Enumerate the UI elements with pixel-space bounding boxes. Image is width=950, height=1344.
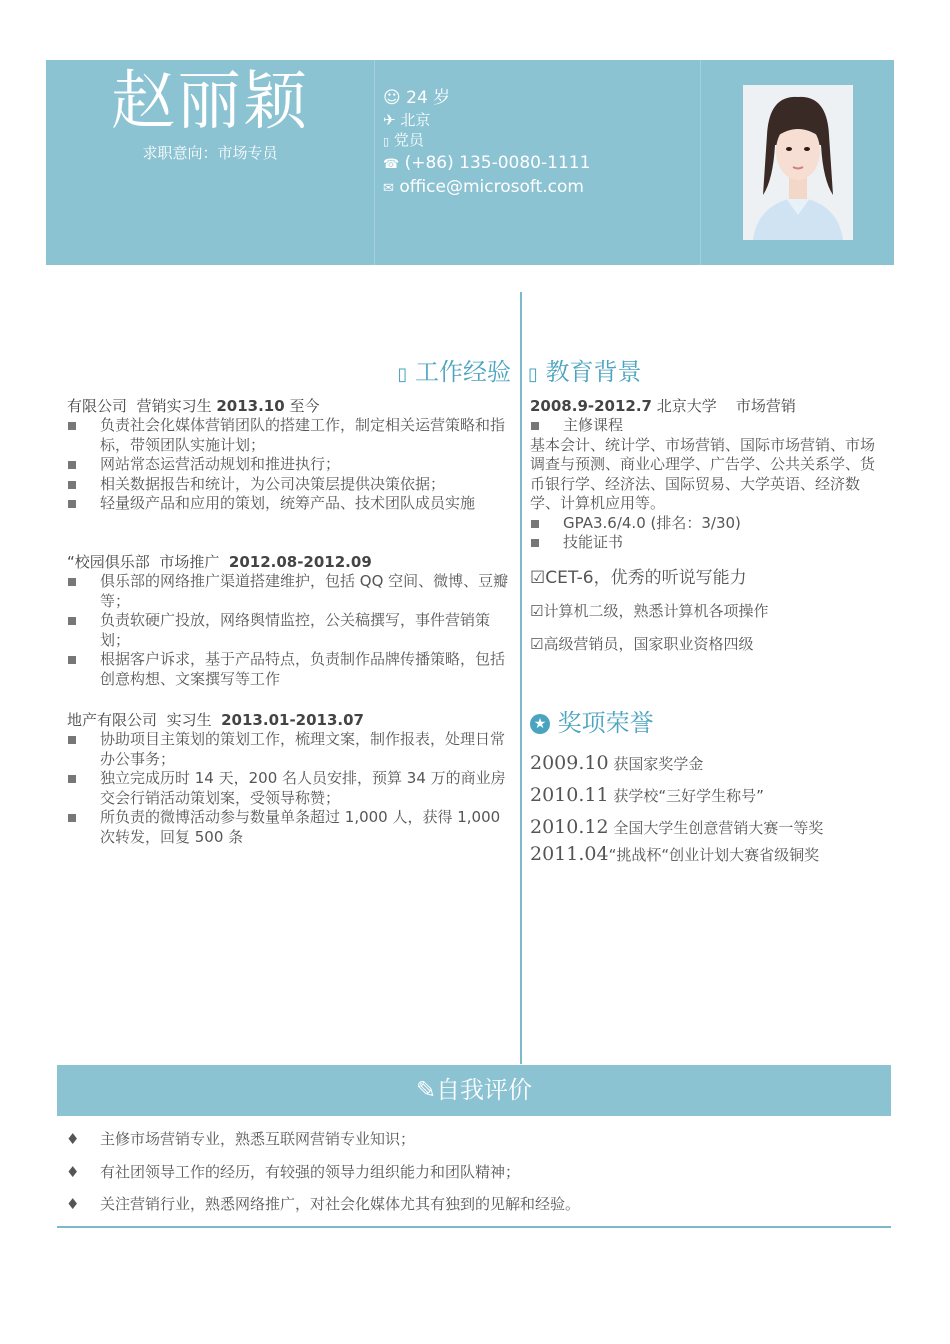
award-text: “挑战杯“创业计划大赛省级铜奖 bbox=[608, 846, 820, 864]
phone-icon: ☎ bbox=[383, 157, 400, 172]
awards-section-title bbox=[530, 703, 654, 738]
job-org: 地产有限公司 bbox=[67, 711, 158, 729]
list-item: 相关数据报告和统计，为公司决策层提供决策依据； bbox=[67, 475, 510, 495]
job-date-suffix: 至今 bbox=[289, 397, 320, 415]
list-item: 网站常态运营活动规划和推进执行； bbox=[67, 455, 510, 475]
award-date: 2010.11 bbox=[530, 784, 609, 806]
cert-item: ☑高级营销员，国家职业资格四级 bbox=[530, 634, 754, 653]
diamond-icon: ♦ bbox=[66, 1162, 80, 1181]
header-banner bbox=[46, 60, 894, 265]
education-section-title bbox=[528, 352, 642, 387]
award-item bbox=[530, 784, 764, 806]
flag-icon: ▯ bbox=[383, 135, 390, 148]
diamond-icon: ♦ bbox=[66, 1130, 80, 1148]
awards-title-text: 奖项荣誉 bbox=[557, 709, 654, 737]
job-org: 有限公司 bbox=[67, 397, 128, 415]
list-item: 独立完成历时 14 天，200 名人员安排，预算 34 万的商业房交会行销活动策划案，受领导称赞； bbox=[67, 769, 510, 808]
award-date: 2010.12 bbox=[530, 816, 609, 838]
age: 24 岁 bbox=[406, 88, 451, 108]
edu-major: 市场营销 bbox=[735, 397, 796, 415]
list-item: 负责软硬广投放，网络舆情监控，公关稿撰写，事件营销策划； bbox=[67, 611, 510, 650]
contact-info bbox=[383, 87, 590, 200]
diamond-icon: ♦ bbox=[66, 1195, 80, 1213]
political-status: 党员 bbox=[393, 131, 424, 149]
envelope-icon: ✉ bbox=[383, 181, 394, 196]
location: 北京 bbox=[400, 111, 431, 129]
award-item bbox=[530, 843, 819, 865]
email[interactable]: office@microsoft.com bbox=[399, 177, 584, 197]
bottom-divider bbox=[57, 1226, 891, 1228]
award-text: 获国家奖学金 bbox=[608, 755, 704, 773]
phone: (+86) 135-0080-1111 bbox=[404, 153, 591, 173]
briefcase-icon: ▯ bbox=[397, 364, 408, 385]
job-org: “校园俱乐部 bbox=[67, 553, 150, 571]
self-eval-list bbox=[66, 1128, 886, 1226]
list-item bbox=[66, 1193, 886, 1226]
self-eval-title: 自我评价 bbox=[436, 1076, 533, 1104]
award-text: 全国大学生创意营销大赛一等奖 bbox=[608, 819, 824, 837]
job-entry bbox=[67, 551, 510, 689]
list-item: 俱乐部的网络推广渠道搭建维护，包括 QQ 空间、微博、豆瓣等； bbox=[67, 572, 510, 611]
list-item: 所负责的微博活动参与数量单条超过 1,000 人，获得 1,000 次转发，回复 500 条 bbox=[67, 808, 510, 847]
job-date: 2012.08-2012.09 bbox=[228, 553, 372, 571]
graduation-cap-icon: ▯ bbox=[528, 364, 538, 385]
self-eval-header bbox=[57, 1065, 891, 1116]
list-item bbox=[66, 1161, 886, 1194]
list-item: 轻量级产品和应用的策划，统筹产品、技术团队成员实施 bbox=[67, 494, 510, 514]
education-title-text: 教育背景 bbox=[545, 358, 642, 386]
cert-item: ☑计算机二级，熟悉计算机各项操作 bbox=[530, 601, 769, 620]
edu-period: 2008.9-2012.7 bbox=[530, 397, 652, 415]
job-role: 实习生 bbox=[166, 711, 212, 729]
job-date: 2013.10 bbox=[216, 397, 285, 415]
profile-photo bbox=[743, 85, 853, 240]
list-item: 负责社会化媒体营销团队的搭建工作，制定相关运营策略和指标，带领团队实施计划； bbox=[67, 416, 510, 455]
award-item bbox=[530, 752, 703, 774]
plane-icon: ✈ bbox=[383, 111, 396, 129]
job-role: 市场推广 bbox=[159, 553, 220, 571]
work-section-title bbox=[397, 352, 511, 387]
gpa: GPA3.6/4.0 (排名：3/30) bbox=[530, 514, 885, 534]
job-entry bbox=[67, 395, 510, 514]
eval-text: 关注营销行业，熟悉网络推广，对社会化媒体尤其有独到的见解和经验。 bbox=[100, 1195, 581, 1213]
divider bbox=[700, 60, 701, 265]
education-entry bbox=[530, 395, 885, 666]
award-date: 2009.10 bbox=[530, 752, 609, 774]
divider bbox=[374, 60, 375, 265]
cert-item: ☑CET-6，优秀的听说写能力 bbox=[530, 567, 747, 588]
courses-label: 主修课程 bbox=[530, 416, 885, 436]
award-text: 获学校“三好学生称号” bbox=[608, 787, 764, 805]
award-item bbox=[530, 816, 823, 838]
list-item bbox=[66, 1128, 886, 1161]
candidate-name: 赵丽颖 bbox=[111, 65, 309, 139]
job-date: 2013.01-2013.07 bbox=[221, 711, 364, 729]
skills-label: 技能证书 bbox=[530, 533, 885, 553]
star-icon: ★ bbox=[530, 714, 550, 734]
job-entry bbox=[67, 709, 510, 847]
smile-icon: ☺ bbox=[383, 88, 401, 108]
job-role: 营销实习生 bbox=[136, 397, 212, 415]
work-title-text: 工作经验 bbox=[415, 358, 511, 386]
job-intent: 求职意向：市场专员 bbox=[142, 144, 278, 162]
eval-text: 主修市场营销专业，熟悉互联网营销专业知识； bbox=[100, 1130, 416, 1148]
pen-icon: ✎ bbox=[415, 1076, 437, 1104]
courses-text: 基本会计、统计学、市场营销、国际市场营销、市场调查与预测、商业心理学、广告学、公共关系学、货币银行学、经济法、国际贸易、大学英语、经济数学、计算机应用等。 bbox=[530, 435, 876, 512]
list-item: 协助项目主策划的策划工作，梳理文案，制作报表，处理日常办公事务； bbox=[67, 730, 510, 769]
edu-school: 北京大学 bbox=[656, 397, 717, 415]
list-item: 根据客户诉求，基于产品特点，负责制作品牌传播策略，包括创意构想、文案撰写等工作 bbox=[67, 650, 510, 689]
eval-text: 有社团领导工作的经历，有较强的领导力组织能力和团队精神； bbox=[100, 1162, 521, 1181]
award-date: 2011.04 bbox=[530, 843, 609, 865]
column-divider bbox=[520, 292, 522, 1064]
